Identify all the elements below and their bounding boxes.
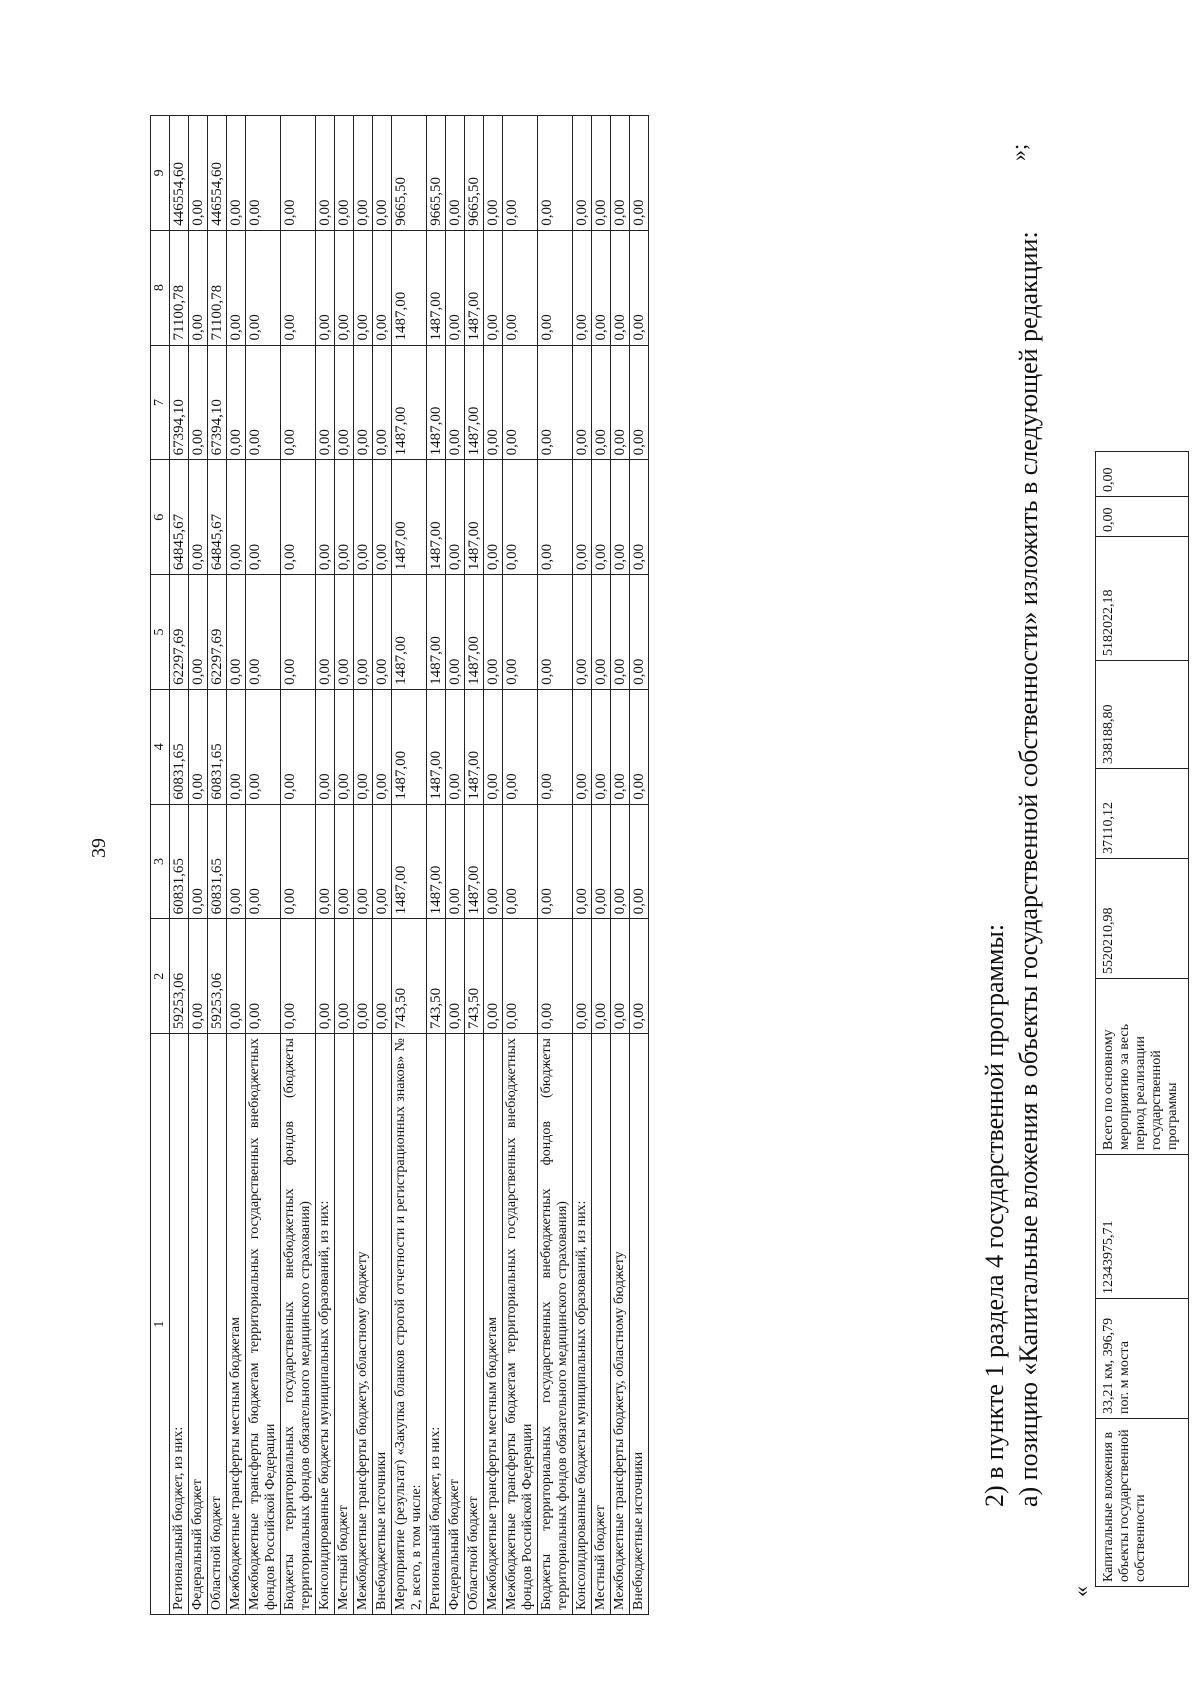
table-cell: 743,50	[392, 919, 427, 1034]
table-cell: 0,00	[354, 575, 373, 690]
table-cell: 0,00	[630, 575, 649, 690]
table-cell: 0,00	[227, 230, 246, 345]
table-cell: 0,00	[484, 575, 503, 690]
table-cell: 0,00	[573, 575, 592, 690]
table-cell: 0,00	[227, 116, 246, 231]
table-cell: 1487,00	[465, 460, 484, 575]
table-cell: 0,00	[503, 689, 538, 804]
table-cell: 0,00	[484, 919, 503, 1034]
row-label: Межбюджетные трансферты местным бюджетам	[227, 1034, 246, 1615]
table-cell: 0,00	[592, 230, 611, 345]
table-cell: 0,00	[573, 689, 592, 804]
table-cell: 0,00	[630, 230, 649, 345]
table-cell: 60831,65	[170, 689, 189, 804]
table-cell: 0,00	[335, 919, 354, 1034]
column-header: 2	[151, 919, 170, 1034]
table-cell: 0,00	[484, 689, 503, 804]
table-row	[392, 116, 427, 1615]
table-cell: 64845,67	[208, 460, 227, 575]
table-row	[484, 116, 503, 1615]
table-cell: 0,00	[446, 345, 465, 460]
table-cell: 0,00	[538, 230, 573, 345]
table-cell: 0,00	[630, 919, 649, 1034]
table-cell: 0,00	[281, 230, 316, 345]
table-cell: 0,00	[335, 116, 354, 231]
table-cell: 0,00	[484, 345, 503, 460]
table-cell: 0,00	[189, 460, 208, 575]
table-cell: 0,00	[611, 230, 630, 345]
table-cell: 9665,50	[392, 116, 427, 231]
table-row	[227, 116, 246, 1615]
row-label: Внебюджетные источники	[373, 1034, 392, 1615]
table-cell: 0,00	[335, 575, 354, 690]
table-row	[316, 116, 335, 1615]
table-cell: 0,00	[446, 804, 465, 919]
row-label: Консолидированные бюджеты муниципальных образований, из них:	[316, 1034, 335, 1615]
table-cell: 0,00	[246, 804, 281, 919]
table-cell: 33,21 км, 396,79 пог. м моста	[1096, 1299, 1189, 1419]
column-header: 9	[151, 116, 170, 231]
table-row	[427, 116, 446, 1615]
row-label: Межбюджетные трансферты местным бюджетам	[484, 1034, 503, 1615]
column-header: 4	[151, 689, 170, 804]
table-cell: 0,00	[373, 919, 392, 1034]
table-cell: 0,00	[354, 230, 373, 345]
table-cell: 0,00	[611, 919, 630, 1034]
table-cell: 0,00	[227, 345, 246, 460]
row-label: Региональный бюджет, из них:	[427, 1034, 446, 1615]
budget-table	[150, 115, 649, 1615]
row-label: Консолидированные бюджеты муниципальных образований, из них:	[573, 1034, 592, 1615]
closing-quote: »;	[1006, 143, 1031, 161]
row-label: Региональный бюджет, из них:	[170, 1034, 189, 1615]
table-cell: 0,00	[189, 116, 208, 231]
table-cell: 0,00	[611, 575, 630, 690]
table-row	[503, 116, 538, 1615]
row-label: Межбюджетные трансферты бюджету, областному бюджету	[354, 1034, 373, 1615]
table-cell: 1487,00	[465, 345, 484, 460]
table-cell: 67394,10	[208, 345, 227, 460]
table-cell: 0,00	[538, 460, 573, 575]
row-label: Областной бюджет	[465, 1034, 484, 1615]
table-cell: 0,00	[503, 804, 538, 919]
table-cell: 0,00	[573, 460, 592, 575]
table-cell: 0,00	[373, 116, 392, 231]
table-cell: 0,00	[573, 116, 592, 231]
table-cell: 0,00	[335, 689, 354, 804]
table-cell: 0,00	[354, 116, 373, 231]
table-cell: 0,00	[446, 575, 465, 690]
table-cell: 0,00	[373, 575, 392, 690]
table-cell: 0,00	[573, 230, 592, 345]
table-cell: 64845,67	[170, 460, 189, 575]
table-cell: 0,00	[281, 919, 316, 1034]
table-cell: 0,00	[335, 230, 354, 345]
table-cell: 0,00	[611, 689, 630, 804]
table-row	[446, 116, 465, 1615]
table-cell: 0,00	[335, 460, 354, 575]
table-cell: 0,00	[373, 804, 392, 919]
table-cell: 0,00	[503, 460, 538, 575]
table-cell: 0,00	[354, 804, 373, 919]
table-cell: 0,00	[189, 230, 208, 345]
column-header: 3	[151, 804, 170, 919]
table-cell: 1487,00	[465, 230, 484, 345]
table-cell: 0,00	[446, 919, 465, 1034]
table-cell: 0,00	[1096, 452, 1189, 497]
table-cell: 1487,00	[427, 460, 446, 575]
table-row	[189, 116, 208, 1615]
row-label: Межбюджетные трансферты бюджетам территориальных государственных внебюджетных фондов Российской Федерации	[503, 1034, 538, 1615]
table-cell: Всего по основному мероприятию за весь период реализации государственной программы	[1096, 979, 1189, 1155]
column-header: 1	[151, 1034, 170, 1615]
table-cell: 0,00	[281, 689, 316, 804]
table-cell: 0,00	[446, 460, 465, 575]
table-cell: 71100,78	[208, 230, 227, 345]
table-cell: 62297,69	[170, 575, 189, 690]
table-cell: 0,00	[538, 345, 573, 460]
table-cell: 0,00	[446, 116, 465, 231]
table-cell: 67394,10	[170, 345, 189, 460]
column-header: 5	[151, 575, 170, 690]
table-cell: 0,00	[538, 116, 573, 231]
table-cell: 0,00	[281, 345, 316, 460]
table-row	[1096, 452, 1189, 1587]
table-cell: 0,00	[316, 230, 335, 345]
table-cell: 0,00	[316, 689, 335, 804]
table-cell: 0,00	[316, 345, 335, 460]
table-cell: 0,00	[316, 919, 335, 1034]
table-cell: 0,00	[484, 230, 503, 345]
table-cell: 0,00	[592, 116, 611, 231]
table-cell: 0,00	[246, 575, 281, 690]
position-heading: а) позицию «Капитальные вложения в объекты государственной собственности» изложить в следующей редакции:	[1014, 231, 1043, 1507]
table-cell: Капитальные вложения в объекты государственной собственности	[1096, 1419, 1189, 1587]
table-cell: 0,00	[484, 804, 503, 919]
table-cell: 0,00	[592, 919, 611, 1034]
table-cell: 0,00	[189, 575, 208, 690]
table-cell: 0,00	[189, 689, 208, 804]
table-cell: 1487,00	[465, 804, 484, 919]
table-cell: 62297,69	[208, 575, 227, 690]
table-cell: 1487,00	[392, 804, 427, 919]
table-cell: 0,00	[246, 230, 281, 345]
table-cell: 0,00	[630, 689, 649, 804]
table-cell: 1487,00	[427, 689, 446, 804]
table-cell: 0,00	[335, 345, 354, 460]
row-label: Бюджеты территориальных государственных внебюджетных фондов (бюджеты территориальных фондов обязательного медицинского страхования)	[281, 1034, 316, 1615]
table-cell: 0,00	[592, 804, 611, 919]
table-cell: 0,00	[484, 460, 503, 575]
table-cell: 0,00	[335, 804, 354, 919]
row-label: Бюджеты территориальных государственных внебюджетных фондов (бюджеты территориальных фондов обязательного медицинского страхования)	[538, 1034, 573, 1615]
table-cell: 0,00	[573, 919, 592, 1034]
section-heading: 2) в пункте 1 раздела 4 государственной программы:	[980, 923, 1009, 1507]
table-cell: 59253,06	[208, 919, 227, 1034]
table-cell: 0,00	[630, 345, 649, 460]
table-cell: 0,00	[354, 460, 373, 575]
row-label: Федеральный бюджет	[446, 1034, 465, 1615]
table-row	[538, 116, 573, 1615]
table-cell: 1487,00	[465, 689, 484, 804]
table-cell: 0,00	[281, 575, 316, 690]
table-cell: 0,00	[484, 116, 503, 231]
table-row	[208, 116, 227, 1615]
row-label: Местный бюджет	[592, 1034, 611, 1615]
row-label: Межбюджетные трансферты бюджетам территориальных государственных внебюджетных фондов Российской Федерации	[246, 1034, 281, 1615]
table-cell: 0,00	[281, 804, 316, 919]
table-cell: 59253,06	[170, 919, 189, 1034]
table-cell: 0,00	[573, 345, 592, 460]
table-cell: 743,50	[427, 919, 446, 1034]
table-row	[354, 116, 373, 1615]
table-cell: 1487,00	[427, 345, 446, 460]
table-cell: 0,00	[227, 460, 246, 575]
table-cell: 0,00	[189, 919, 208, 1034]
table-cell: 1487,00	[427, 804, 446, 919]
table-cell: 743,50	[465, 919, 484, 1034]
table-cell: 0,00	[503, 575, 538, 690]
table-cell: 0,00	[373, 230, 392, 345]
table-cell: 446554,60	[170, 116, 189, 231]
table-cell: 5182022,18	[1096, 537, 1189, 661]
page-number: 39	[88, 838, 110, 858]
table-cell: 0,00	[373, 689, 392, 804]
table-cell: 0,00	[592, 575, 611, 690]
table-cell: 338188,80	[1096, 661, 1189, 769]
table-cell: 446554,60	[208, 116, 227, 231]
table-cell: 0,00	[630, 804, 649, 919]
table-cell: 0,00	[316, 460, 335, 575]
table-cell: 0,00	[246, 345, 281, 460]
table-cell: 0,00	[227, 575, 246, 690]
table-body	[170, 116, 649, 1615]
table-cell: 0,00	[538, 919, 573, 1034]
table-cell: 0,00	[538, 575, 573, 690]
table-cell: 37110,12	[1096, 769, 1189, 859]
table-cell: 0,00	[592, 460, 611, 575]
table-cell: 60831,65	[208, 804, 227, 919]
table-cell: 0,00	[373, 345, 392, 460]
table-cell: 0,00	[189, 345, 208, 460]
table-cell: 0,00	[227, 689, 246, 804]
table-cell: 0,00	[630, 460, 649, 575]
table-cell: 0,00	[592, 689, 611, 804]
table-cell: 0,00	[446, 230, 465, 345]
row-label: Местный бюджет	[335, 1034, 354, 1615]
table-cell: 9665,50	[465, 116, 484, 231]
table-cell: 0,00	[373, 460, 392, 575]
table-cell: 0,00	[611, 345, 630, 460]
table-row	[611, 116, 630, 1615]
table-cell: 1487,00	[392, 345, 427, 460]
table-row	[465, 116, 484, 1615]
table-cell: 0,00	[354, 919, 373, 1034]
table-cell: 0,00	[503, 116, 538, 231]
table-row	[573, 116, 592, 1615]
table-cell: 60831,65	[170, 804, 189, 919]
table-cell: 0,00	[538, 689, 573, 804]
table-cell: 0,00	[354, 689, 373, 804]
table-cell: 1487,00	[392, 460, 427, 575]
table-cell: 0,00	[246, 919, 281, 1034]
table-cell: 0,00	[611, 116, 630, 231]
opening-quote: «	[1068, 1586, 1093, 1597]
table-cell: 0,00	[316, 575, 335, 690]
table-cell: 0,00	[1096, 497, 1189, 537]
table-row	[281, 116, 316, 1615]
row-label: Областной бюджет	[208, 1034, 227, 1615]
capital-investments-table	[1095, 451, 1189, 1587]
table-cell: 0,00	[573, 804, 592, 919]
table-cell: 12343975,71	[1096, 1155, 1189, 1299]
table-cell: 0,00	[538, 804, 573, 919]
table-cell: 0,00	[227, 919, 246, 1034]
row-label: Внебюджетные источники	[630, 1034, 649, 1615]
table-cell: 0,00	[354, 345, 373, 460]
table-cell: 0,00	[316, 804, 335, 919]
table-cell: 0,00	[503, 230, 538, 345]
table-cell: 0,00	[281, 460, 316, 575]
table-cell: 1487,00	[465, 575, 484, 690]
table-cell: 1487,00	[427, 575, 446, 690]
table-row	[335, 116, 354, 1615]
table-cell: 1487,00	[427, 230, 446, 345]
column-header: 7	[151, 345, 170, 460]
table-cell: 1487,00	[392, 230, 427, 345]
table-cell: 0,00	[503, 345, 538, 460]
table-cell: 0,00	[592, 345, 611, 460]
table-cell: 60831,65	[208, 689, 227, 804]
table-cell: 1487,00	[392, 689, 427, 804]
column-header: 6	[151, 460, 170, 575]
table-row	[630, 116, 649, 1615]
table-cell: 0,00	[446, 689, 465, 804]
table-cell: 71100,78	[170, 230, 189, 345]
table-header-row	[151, 116, 170, 1615]
rotated-content	[150, 115, 1180, 1615]
row-label: Мероприятие (результат) «Закупка бланков строгой отчетности и регистрационных знаков» № 2, всего, в том числе:	[392, 1034, 427, 1615]
table-cell: 0,00	[611, 460, 630, 575]
table-cell: 0,00	[246, 116, 281, 231]
table-row	[373, 116, 392, 1615]
table-cell: 0,00	[189, 804, 208, 919]
table-cell: 0,00	[630, 116, 649, 231]
table-cell: 0,00	[227, 804, 246, 919]
table-cell: 0,00	[246, 689, 281, 804]
table-cell: 5520210,98	[1096, 859, 1189, 979]
table-cell: 0,00	[316, 116, 335, 231]
row-label: Межбюджетные трансферты бюджету, областному бюджету	[611, 1034, 630, 1615]
table-cell: 9665,50	[427, 116, 446, 231]
table-cell: 0,00	[281, 116, 316, 231]
table-cell: 0,00	[246, 460, 281, 575]
table-row	[592, 116, 611, 1615]
table-row	[246, 116, 281, 1615]
column-header: 8	[151, 230, 170, 345]
row-label: Федеральный бюджет	[189, 1034, 208, 1615]
table-cell: 0,00	[503, 919, 538, 1034]
table-row	[170, 116, 189, 1615]
table-cell: 0,00	[611, 804, 630, 919]
table-cell: 1487,00	[392, 575, 427, 690]
